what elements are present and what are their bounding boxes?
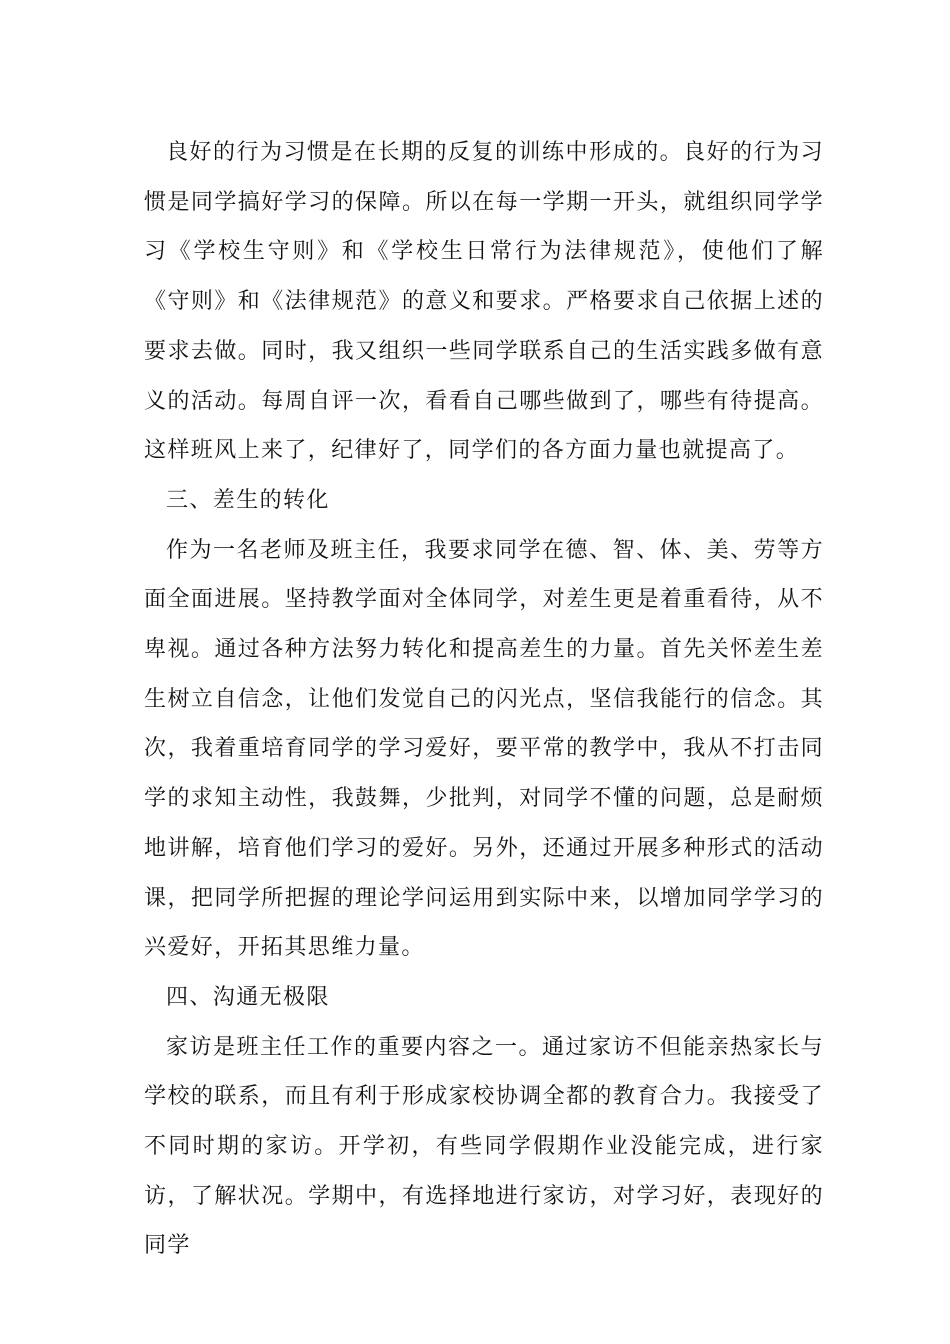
document-body	[144, 128, 824, 1271]
section-heading-4: 四、沟通无极限	[166, 984, 330, 1010]
section-heading-3: 三、差生的转化	[166, 487, 330, 513]
paragraph-behavior-habits: 良好的行为习惯是在长期的反复的训练中形成的。良好的行为习惯是同学搞好学习的保障。所以在每一学期一开头，就组织同学学习《学校生守则》和《学校生日常行为法律规范》，使他们了解《守则》和《法律规范》的意义和要求。严格要求自己依据上述的要求去做。同时，我又组织一些同学联系自己的生活实践多做有意义的活动。每周自评一次，看看自己哪些做到了，哪些有待提高。这样班风上来了，纪律好了，同学们的各方面力量也就提高了。	[144, 140, 824, 464]
paragraph-home-visits: 家访是班主任工作的重要内容之一。通过家访不但能亲热家长与学校的联系，而且有利于形成家校协调全都的教育合力。我接受了不同时期的家访。开学初，有些同学假期作业没能完成，进行家访，了解状况。学期中，有选择地进行家访，对学习好，表现好的同学	[144, 1034, 824, 1259]
paragraph-student-transformation: 作为一名老师及班主任，我要求同学在德、智、体、美、劳等方面全面进展。坚持教学面对全体同学，对差生更是着重看待，从不卑视。通过各种方法努力转化和提高差生的力量。首先关怀差生差生树立自信念，让他们发觉自己的闪光点，坚信我能行的信念。其次，我着重培育同学的学习爱好，要平常的教学中，我从不打击同学的求知主动性，我鼓舞，少批判，对同学不懂的问题，总是耐烦地讲解，培育他们学习的爱好。另外，还通过开展多种形式的活动课，把同学所把握的理论学问运用到实际中来，以增加同学学习的兴爱好，开拓其思维力量。	[144, 537, 824, 961]
